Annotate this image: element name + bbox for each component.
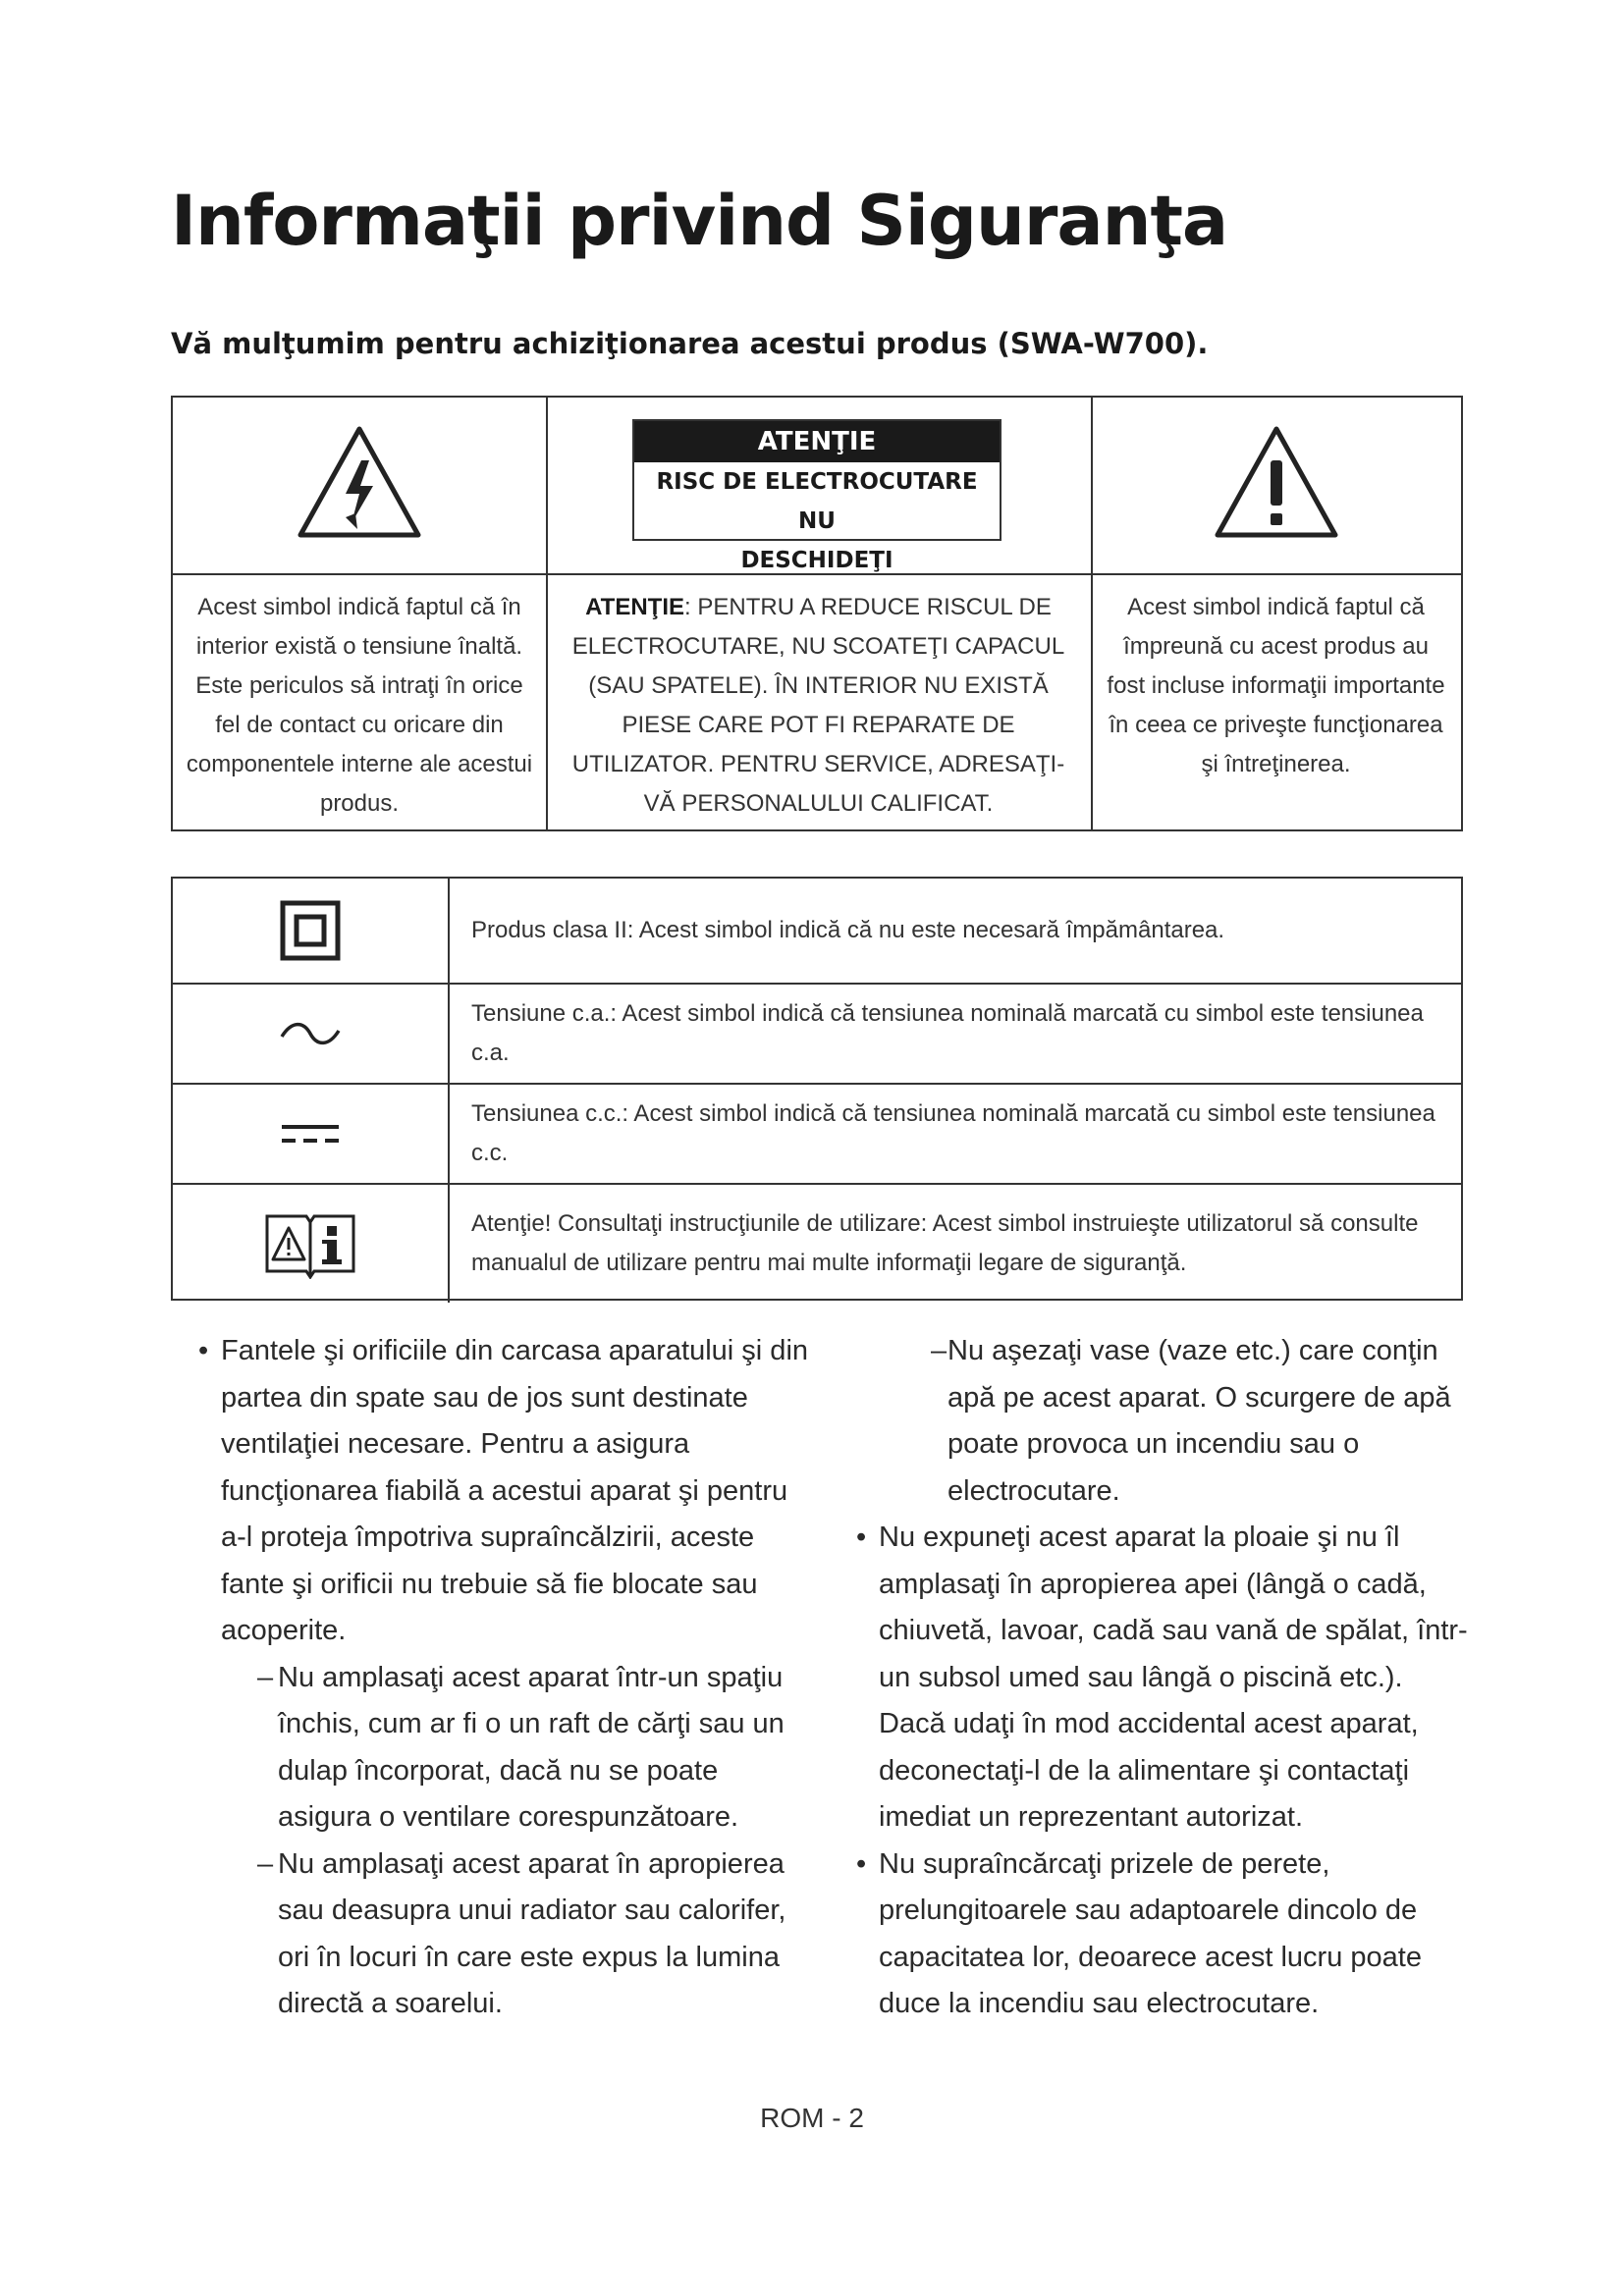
- caution-label-header: ATENŢIE: [634, 421, 1000, 462]
- list-item-text: Nu expuneţi acest aparat la ploaie şi nu îl amplasaţi în apropierea apei (lângă o cadă, chiuvetă, lavoar, cadă sau vană de spălat, într-un subsol umed sau lângă o piscină etc.). Dacă udaţi în mod accidental acest aparat, deconectaţi-l de la alimentare şi contactaţi imediat un reprezentant autorizat.: [879, 1522, 1468, 1833]
- list-item-text: Nu supraîncărcaţi prizele de perete, prelungitoarele sau adaptoarele dincolo de capacitatea lor, deoarece acest lucru poate duce la incendiu sau electrocutare.: [879, 1847, 1422, 2019]
- list-item: [856, 1515, 1473, 1842]
- exclamation-warning-icon: [1212, 423, 1341, 543]
- symbol-description: Tensiune c.a.: Acest simbol indică că tensiunea nominală marcată cu simbol este tensiunea c.a.: [471, 1000, 1424, 1066]
- right-column: [856, 1328, 1473, 2028]
- symbol-table: [171, 877, 1463, 1301]
- ac-voltage-icon: [278, 1019, 343, 1048]
- list-item: [856, 1842, 1473, 2028]
- dash-marker: –: [257, 1661, 274, 1693]
- sub-list-item-text: Nu amplasaţi acest aparat într-un spaţiu închis, cum ar fi o un raft de cărţi sau un dulap încorporat, dacă nu se poate asigura o ventilare corespunzătoare.: [278, 1661, 785, 1833]
- warning-col-caution: [546, 398, 1093, 829]
- caution-description-text: : PENTRU A REDUCE RISCUL DE ELECTROCUTARE, NU SCOATEŢI CAPACUL (SAU SPATELE). ÎN INTERIOR NU EXISTĂ PIESE CARE POT FI REPARATE DE UTILIZATOR. PENTRU SERVICE, ADRESAŢI-VĂ PERSONALULUI CALIFICAT.: [571, 594, 1065, 817]
- sub-list-item: [206, 1842, 815, 2028]
- dash-marker: –: [931, 1335, 947, 1366]
- symbol-row: [173, 1185, 1461, 1303]
- symbol-row: [173, 985, 1461, 1085]
- caution-label-line2: DESCHIDEŢI: [740, 548, 893, 573]
- bullet-marker: •: [856, 1522, 867, 1553]
- dc-voltage-icon: [280, 1121, 341, 1147]
- sub-list-item: [864, 1328, 1473, 1515]
- dash-marker: –: [257, 1847, 274, 1880]
- symbol-description: Atenţie! Consultaţi instrucţiunile de utilizare: Acest simbol instruieşte utilizatorul să consulte manualul de utilizare pentru mai multe informaţii legare de siguranţă.: [471, 1210, 1419, 1276]
- sub-list-item-text: Nu aşezaţi vase (vaze etc.) care conţin apă pe acest aparat. O scurgere de apă poate provoca un incendiu sau o electrocutare.: [947, 1335, 1451, 1507]
- page-number: ROM - 2: [760, 2103, 864, 2133]
- warning-col-info: [1091, 398, 1461, 829]
- caution-label-line1: RISC DE ELECTROCUTARE NU: [656, 469, 978, 534]
- left-column: [198, 1328, 815, 2028]
- sub-list-item: [206, 1655, 815, 1842]
- list-item-text: Fantele şi orificiile din carcasa aparatului şi din partea din spate sau de jos sunt destinate ventilaţiei necesare. Pentru a asigura funcţionarea fiabilă a acestui aparat şi pentru a-l proteja împotriva supraîncălzirii, aceste fante şi orificii nu trebuie să fie blocate sau acoperite.: [221, 1335, 809, 1646]
- warning-col-voltage: [173, 398, 548, 829]
- symbol-row: [173, 879, 1461, 985]
- info-description: Acest simbol indică faptul că împreună cu acest produs au fost incluse informaţii importante în ceea ce priveşte funcţionarea şi întreţinerea.: [1107, 594, 1445, 777]
- bullet-marker: •: [856, 1847, 867, 1880]
- caution-label-box: [632, 419, 1001, 573]
- sub-list-item-text: Nu amplasaţi acest aparat în apropierea sau deasupra unui radiator sau calorifer, ori în locuri în care este expus la lumina directă a soarelui.: [278, 1847, 786, 2019]
- warning-table: [171, 396, 1463, 831]
- symbol-description: Produs clasa II: Acest simbol indică că nu este necesară împământarea.: [471, 917, 1225, 943]
- symbol-description: Tensiunea c.c.: Acest simbol indică că tensiunea nominală marcată cu simbol este tensiunea c.c.: [471, 1100, 1435, 1166]
- consult-manual-icon: [263, 1208, 357, 1279]
- caution-description-bold: ATENŢIE: [585, 594, 685, 620]
- caution-description: [546, 588, 1091, 824]
- bullet-marker: •: [198, 1335, 209, 1366]
- page-title: Informaţii privind Siguranţa: [171, 181, 1228, 261]
- page-subtitle: Vă mulţumim pentru achiziţionarea acestui produs (SWA-W700).: [171, 327, 1209, 360]
- class-ii-icon: [280, 900, 341, 961]
- list-item: [198, 1328, 815, 1655]
- voltage-description: Acest simbol indică faptul că în interior există o tensiune înaltă. Este periculos să intraţi în orice fel de contact cu oricare din componentele interne ale acestui produs.: [186, 594, 533, 817]
- symbol-row: [173, 1085, 1461, 1185]
- lightning-warning-icon: [295, 423, 424, 543]
